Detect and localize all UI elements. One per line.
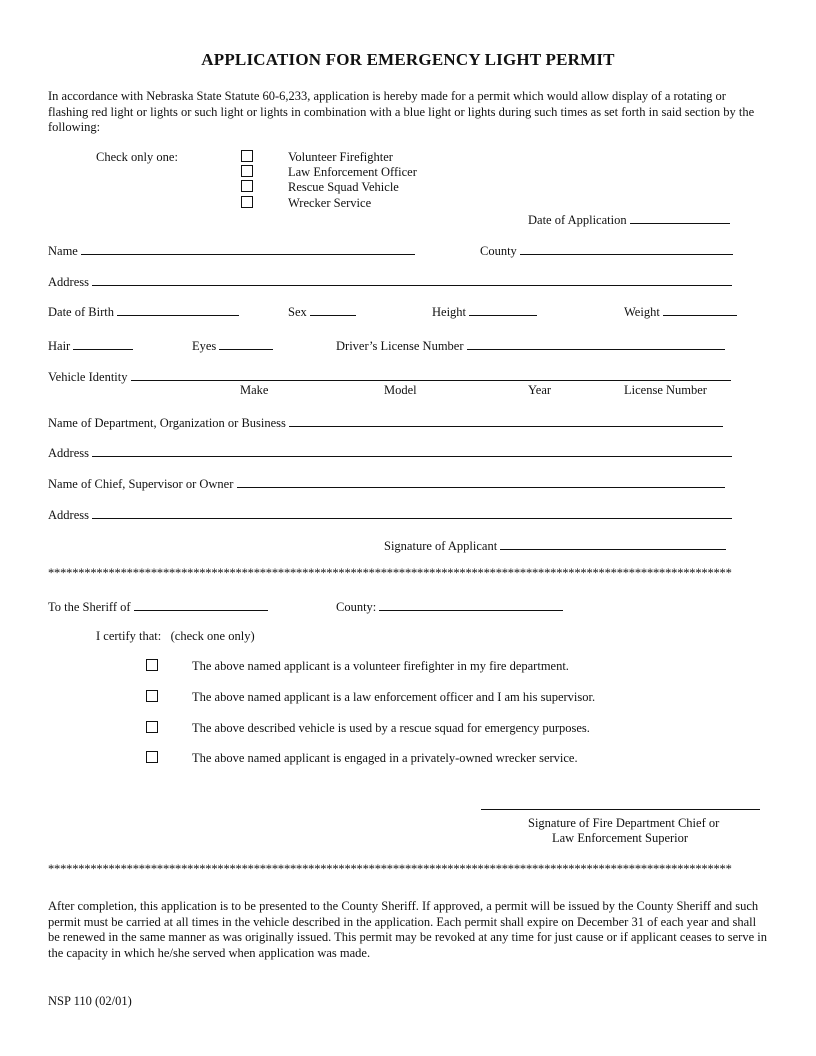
date-of-application-field[interactable] (528, 211, 730, 228)
hair-field[interactable] (48, 337, 133, 354)
applicant-signature-label: Signature of Applicant (384, 539, 498, 553)
certify-label: I certify that: (check one only) (96, 629, 255, 643)
date-of-birth-field[interactable] (48, 303, 239, 320)
height-label: Height (432, 305, 467, 319)
chief-signature-label: Signature of Fire Department Chief or (528, 816, 720, 830)
height-field[interactable] (432, 303, 537, 320)
checkbox-certify-wrecker[interactable] (146, 751, 158, 763)
intro-paragraph: In accordance with Nebraska State Statute 60-6,233, application is hereby made for a permit which would allow display of a rotating or flashing red light or lights or such light or lights in combination with a blue light or lights during such times as set forth in said section by the following: (48, 89, 755, 134)
vehicle-model-label: Model (384, 383, 417, 397)
county-line (520, 242, 733, 255)
certify-statement: The above named applicant is engaged in a privately-owned wrecker service. (192, 751, 578, 765)
checkbox-certify-law-enforcement[interactable] (146, 690, 158, 702)
chief-address-label: Address (48, 508, 89, 522)
sheriff-county-line (379, 598, 563, 611)
weight-field[interactable] (624, 303, 737, 320)
hair-label: Hair (48, 339, 71, 353)
date-of-application-label: Date of Application (528, 213, 627, 227)
eyes-field[interactable] (192, 337, 273, 354)
county-label: County (480, 244, 517, 258)
checkbox-law-enforcement[interactable] (241, 165, 253, 177)
certify-statement: The above described vehicle is used by a rescue squad for emergency purposes. (192, 721, 590, 735)
sex-label: Sex (288, 305, 307, 319)
chief-address-line (92, 506, 732, 519)
weight-line (663, 303, 737, 316)
vehicle-license-label: License Number (624, 383, 707, 397)
vehicle-identity-line (131, 368, 731, 381)
form-title: APPLICATION FOR EMERGENCY LIGHT PERMIT (201, 50, 615, 69)
chief-line (237, 475, 725, 488)
chief-address-field[interactable] (48, 506, 732, 523)
drivers-license-field[interactable] (336, 337, 725, 354)
check-only-one-label: Check only one: (96, 150, 178, 164)
drivers-license-line (467, 337, 725, 350)
checkbox-certify-firefighter[interactable] (146, 659, 158, 671)
vehicle-make-label: Make (240, 383, 269, 397)
form-number: NSP 110 (02/01) (48, 994, 132, 1008)
sex-line (310, 303, 356, 316)
address-label: Address (48, 275, 89, 289)
address-line (92, 273, 732, 286)
closing-paragraph: After completion, this application is to be presented to the County Sheriff. If approved, a permit will be issued by the County Sheriff and such permit must be carried at all times in the vehicle described in the application. Each permit shall expire on December 31 of each year and shall be renewed in the same manner as was originally issued. This permit may be revoked at any time for just cause or if applicant ceases to serve in the capacity in which he/she served when application was made. (48, 899, 767, 960)
sex-field[interactable] (288, 303, 356, 320)
height-line (469, 303, 537, 316)
drivers-license-label: Driver’s License Number (336, 339, 464, 353)
department-address-label: Address (48, 446, 89, 460)
name-label: Name (48, 244, 78, 258)
certify-statement: The above named applicant is a volunteer firefighter in my fire department. (192, 659, 569, 673)
vehicle-year-label: Year (528, 383, 552, 397)
separator-stars: ***************************************************************************************************************** (48, 862, 732, 876)
sheriff-field[interactable] (48, 598, 268, 615)
date-of-birth-label: Date of Birth (48, 305, 114, 319)
sheriff-line (134, 598, 268, 611)
eyes-line (219, 337, 273, 350)
date-of-application-line (630, 211, 730, 224)
eyes-label: Eyes (192, 339, 217, 353)
date-of-birth-line (117, 303, 239, 316)
checkbox-rescue-squad[interactable] (241, 180, 253, 192)
category-label: Wrecker Service (288, 196, 372, 210)
county-field[interactable] (480, 242, 733, 259)
chief-signature-line[interactable] (481, 809, 760, 810)
department-address-line (92, 444, 732, 457)
vehicle-identity-label: Vehicle Identity (48, 370, 128, 384)
sheriff-county-field[interactable] (336, 598, 563, 615)
hair-line (73, 337, 133, 350)
checkbox-volunteer-firefighter[interactable] (241, 150, 253, 162)
sheriff-county-label: County: (336, 600, 377, 614)
category-label: Volunteer Firefighter (288, 150, 393, 164)
name-line (81, 242, 415, 255)
department-address-field[interactable] (48, 444, 732, 461)
to-sheriff-label: To the Sheriff of (48, 600, 131, 614)
checkbox-certify-rescue-squad[interactable] (146, 721, 158, 733)
category-label: Rescue Squad Vehicle (288, 180, 399, 194)
department-line (289, 414, 723, 427)
department-label: Name of Department, Organization or Business (48, 416, 286, 430)
address-field[interactable] (48, 273, 732, 290)
checkbox-wrecker-service[interactable] (241, 196, 253, 208)
certify-statement: The above named applicant is a law enforcement officer and I am his supervisor. (192, 690, 596, 704)
superior-label: Law Enforcement Superior (552, 831, 689, 845)
applicant-signature-line (500, 537, 726, 550)
name-field[interactable] (48, 242, 415, 259)
chief-field[interactable] (48, 475, 725, 492)
separator-stars: ***************************************************************************************************************** (48, 566, 732, 580)
chief-label: Name of Chief, Supervisor or Owner (48, 477, 234, 491)
weight-label: Weight (624, 305, 660, 319)
category-label: Law Enforcement Officer (288, 165, 417, 179)
department-field[interactable] (48, 414, 723, 431)
applicant-signature-field[interactable] (384, 537, 726, 554)
